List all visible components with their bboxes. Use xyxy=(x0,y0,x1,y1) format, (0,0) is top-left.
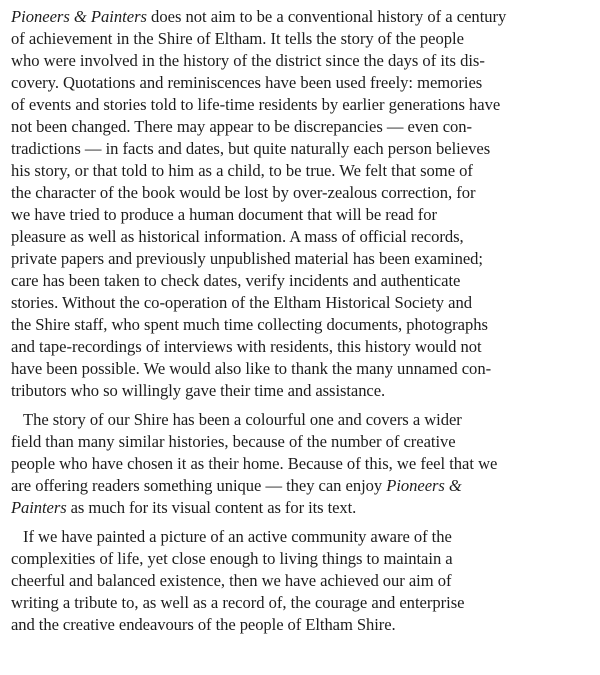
text-segment: and tape-recordings of interviews with residents, this history would not xyxy=(11,337,482,356)
text-line xyxy=(11,409,600,431)
text-line xyxy=(11,270,600,292)
text-line xyxy=(11,336,600,358)
text-segment: and the creative endeavours of the people of Eltham Shire. xyxy=(11,615,396,634)
text-segment: as much for its visual content as for its text. xyxy=(66,498,357,517)
text-line xyxy=(11,570,600,592)
text-line xyxy=(11,358,600,380)
book-title-italic: Painters xyxy=(11,498,67,517)
text-line xyxy=(11,138,600,160)
text-segment: the character of the book would be lost by over-zealous correction, for xyxy=(11,183,476,202)
text-line xyxy=(11,292,600,314)
text-line xyxy=(11,204,600,226)
text-segment: writing a tribute to, as well as a record of, the courage and enterprise xyxy=(11,593,465,612)
text-line xyxy=(11,248,600,270)
text-segment: If we have painted a picture of an active community aware of the xyxy=(23,527,452,546)
text-line xyxy=(11,526,600,548)
text-segment: people who have chosen it as their home. Because of this, we feel that we xyxy=(11,454,498,473)
text-line xyxy=(11,453,600,475)
document-page xyxy=(11,6,600,671)
text-segment: private papers and previously unpublished material has been examined; xyxy=(11,249,483,268)
text-line xyxy=(11,94,600,116)
text-line xyxy=(11,28,600,50)
text-line xyxy=(11,160,600,182)
text-line xyxy=(11,548,600,570)
text-line xyxy=(11,116,600,138)
text-segment: field than many similar histories, because of the number of creative xyxy=(11,432,456,451)
text-segment: of achievement in the Shire of Eltham. It tells the story of the people xyxy=(11,29,464,48)
text-segment: of events and stories told to life-time residents by earlier generations have xyxy=(11,95,501,114)
text-line xyxy=(11,182,600,204)
text-line xyxy=(11,475,600,497)
text-segment: the Shire staff, who spent much time collecting documents, photographs xyxy=(11,315,488,334)
text-line xyxy=(11,6,600,28)
paragraph xyxy=(11,526,600,636)
text-segment: The story of our Shire has been a colourful one and covers a wider xyxy=(23,410,462,429)
paragraph xyxy=(11,409,600,519)
text-segment: covery. Quotations and reminiscences have been used freely: memories xyxy=(11,73,483,92)
text-segment: are offering readers something unique — they can enjoy xyxy=(11,476,387,495)
text-line xyxy=(11,431,600,453)
text-segment: cheerful and balanced existence, then we have achieved our aim of xyxy=(11,571,452,590)
text-segment: who were involved in the history of the district since the days of its dis- xyxy=(11,51,485,70)
text-segment: pleasure as well as historical information. A mass of official records, xyxy=(11,227,464,246)
text-segment: complexities of life, yet close enough to living things to maintain a xyxy=(11,549,453,568)
text-segment: care has been taken to check dates, verify incidents and authenticate xyxy=(11,271,461,290)
text-line xyxy=(11,592,600,614)
text-line xyxy=(11,50,600,72)
text-segment: we have tried to produce a human document that will be read for xyxy=(11,205,437,224)
text-line xyxy=(11,314,600,336)
text-line xyxy=(11,614,600,636)
book-title-italic: Pioneers & Painters xyxy=(11,7,147,26)
text-segment: his story, or that told to him as a child, to be true. We felt that some of xyxy=(11,161,473,180)
text-segment: stories. Without the co-operation of the Eltham Historical Society and xyxy=(11,293,473,312)
text-line xyxy=(11,72,600,94)
text-segment: tributors who so willingly gave their time and assistance. xyxy=(11,381,386,400)
text-segment: not been changed. There may appear to be discrepancies — even con- xyxy=(11,117,473,136)
text-segment: have been possible. We would also like to thank the many unnamed con- xyxy=(11,359,492,378)
paragraph xyxy=(11,6,600,402)
book-title-italic: Pioneers & xyxy=(386,476,462,495)
text-segment: tradictions — in facts and dates, but quite naturally each person believes xyxy=(11,139,491,158)
text-segment: does not aim to be a conventional history of a century xyxy=(146,7,507,26)
text-line xyxy=(11,497,600,519)
text-line xyxy=(11,226,600,248)
text-line xyxy=(11,380,600,402)
